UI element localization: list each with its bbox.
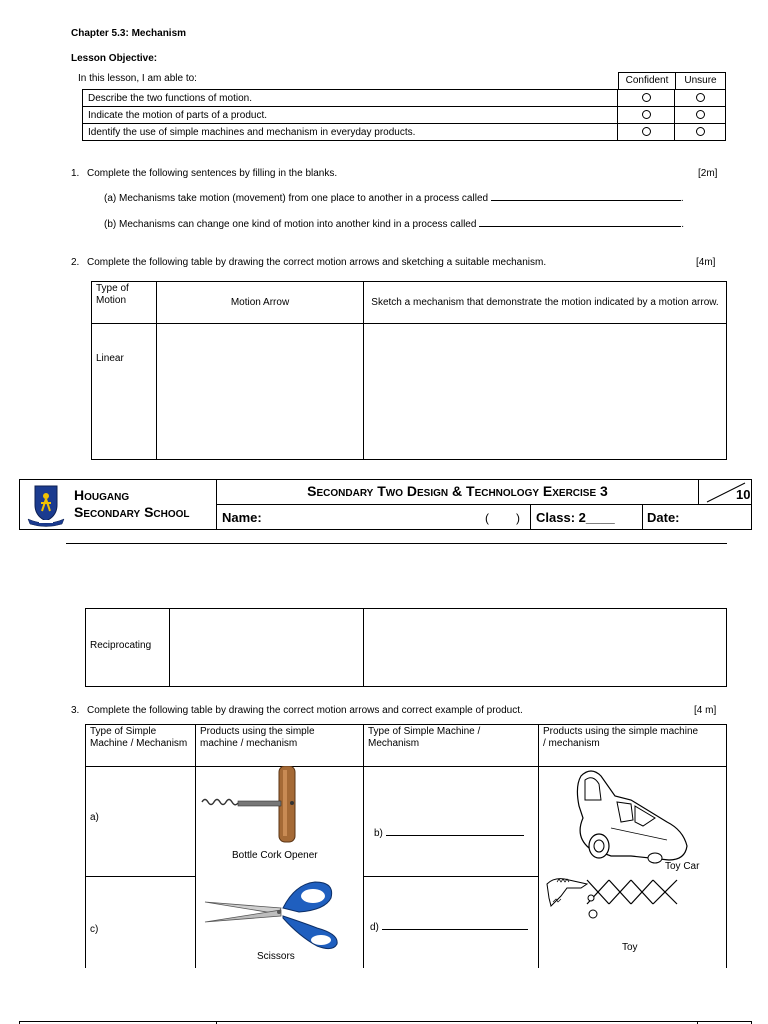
- row-a-label: a): [90, 812, 99, 823]
- paren-open: (: [485, 511, 489, 525]
- objective-row: [83, 107, 726, 124]
- q2-sketch-cell-2[interactable]: [364, 609, 727, 687]
- q1-number: 1.: [71, 168, 80, 179]
- col-confident: Confident: [618, 72, 676, 89]
- unsure-radio[interactable]: [696, 93, 705, 102]
- q2-arrow-cell[interactable]: [157, 324, 364, 460]
- product-a: Bottle Cork Opener: [232, 850, 318, 861]
- q1a-text: (a) Mechanisms take motion (movement) from one place to another in a process called: [104, 193, 489, 204]
- row-d-blank[interactable]: [382, 929, 528, 930]
- q1b-period: .: [681, 219, 684, 230]
- chapter-title: Chapter 5.3: Mechanism: [71, 28, 187, 39]
- q2-arrow-cell-2[interactable]: [170, 609, 364, 687]
- objective-intro: In this lesson, I am able to:: [78, 73, 197, 84]
- q3-col2: Products using the simple machine / mechanism: [200, 726, 315, 749]
- q3-marks: [4 m]: [694, 705, 717, 716]
- q1a-line: [104, 193, 684, 204]
- confident-radio[interactable]: [642, 93, 651, 102]
- unsure-radio[interactable]: [696, 110, 705, 119]
- q2-row-linear: Linear: [92, 324, 157, 460]
- q2-row-reciprocating: Reciprocating: [86, 609, 170, 687]
- objectives-table: [82, 89, 726, 141]
- toy-grabber-image: [543, 874, 693, 934]
- q2-col-sketch: Sketch a mechanism that demonstrate the motion indicated by a motion arrow.: [364, 282, 727, 324]
- divider-line: [66, 543, 727, 544]
- q2-sketch-cell[interactable]: [364, 324, 727, 460]
- objective-text: Identify the use of simple machines and mechanism in everyday products.: [83, 124, 618, 141]
- q3-number: 3.: [71, 705, 80, 716]
- row-b-blank[interactable]: [386, 835, 524, 836]
- unsure-radio[interactable]: [696, 127, 705, 136]
- row-d-field: [370, 922, 528, 933]
- q3-col4: Products using the simple machine / mechanism: [543, 726, 699, 749]
- q1b-blank[interactable]: [479, 226, 681, 227]
- q2-table-continued: [85, 608, 727, 687]
- confident-radio[interactable]: [642, 127, 651, 136]
- confident-radio[interactable]: [642, 110, 651, 119]
- row-c-label: c): [90, 924, 99, 935]
- q1b-line: [104, 219, 684, 230]
- q1a-blank[interactable]: [491, 200, 681, 201]
- exercise-title: Secondary Two Design & Technology Exercise 3: [307, 483, 608, 499]
- q3-table: [85, 724, 727, 968]
- class-label: Class: 2____: [536, 510, 615, 525]
- q3-col1: Type of Simple Machine / Mechanism: [90, 726, 188, 749]
- next-header-edge: [19, 1021, 752, 1022]
- scissors-image: [203, 876, 343, 951]
- q3-text: Complete the following table by drawing the correct motion arrows and correct example of product.: [87, 705, 523, 716]
- row-d-label: d): [370, 922, 379, 933]
- exercise-header: [19, 479, 752, 530]
- score-total: 10: [736, 487, 751, 502]
- q2-col-type: Type of Motion: [92, 282, 157, 324]
- q2-number: 2.: [71, 257, 80, 268]
- q1-text: Complete the following sentences by filling in the blanks.: [87, 168, 338, 179]
- product-c: Scissors: [257, 951, 295, 962]
- school-crest: [26, 483, 66, 527]
- q1a-period: .: [680, 193, 684, 204]
- col-unsure: Unsure: [675, 72, 726, 89]
- date-label: Date:: [647, 510, 680, 525]
- paren-close: ): [516, 511, 520, 525]
- q2-marks: [4m]: [696, 257, 716, 268]
- objective-row: [83, 90, 726, 107]
- product-d: Toy: [622, 942, 638, 953]
- q2-table: [91, 281, 727, 460]
- corkscrew-image: [200, 766, 305, 846]
- name-label: Name:: [222, 510, 262, 525]
- objective-row: [83, 124, 726, 141]
- q2-text: Complete the following table by drawing the correct motion arrows and sketching a suitable mechanism.: [87, 257, 547, 268]
- row-b-label: b): [374, 828, 383, 839]
- objective-heading: Lesson Objective:: [71, 53, 158, 64]
- objective-text: Describe the two functions of motion.: [83, 90, 618, 107]
- school-name-2: Secondary School: [74, 504, 190, 520]
- toy-car-image: [571, 766, 691, 864]
- school-name-1: Hougang: [74, 487, 130, 503]
- q1b-text: (b) Mechanisms can change one kind of motion into another kind in a process called: [104, 219, 477, 230]
- objective-text: Indicate the motion of parts of a product.: [83, 107, 618, 124]
- row-b-field: [374, 828, 524, 839]
- q2-col-arrow: Motion Arrow: [157, 282, 364, 324]
- q1-marks: [2m]: [698, 168, 718, 179]
- q3-col3: Type of Simple Machine / Mechanism: [368, 726, 481, 749]
- product-b: Toy Car: [665, 861, 700, 872]
